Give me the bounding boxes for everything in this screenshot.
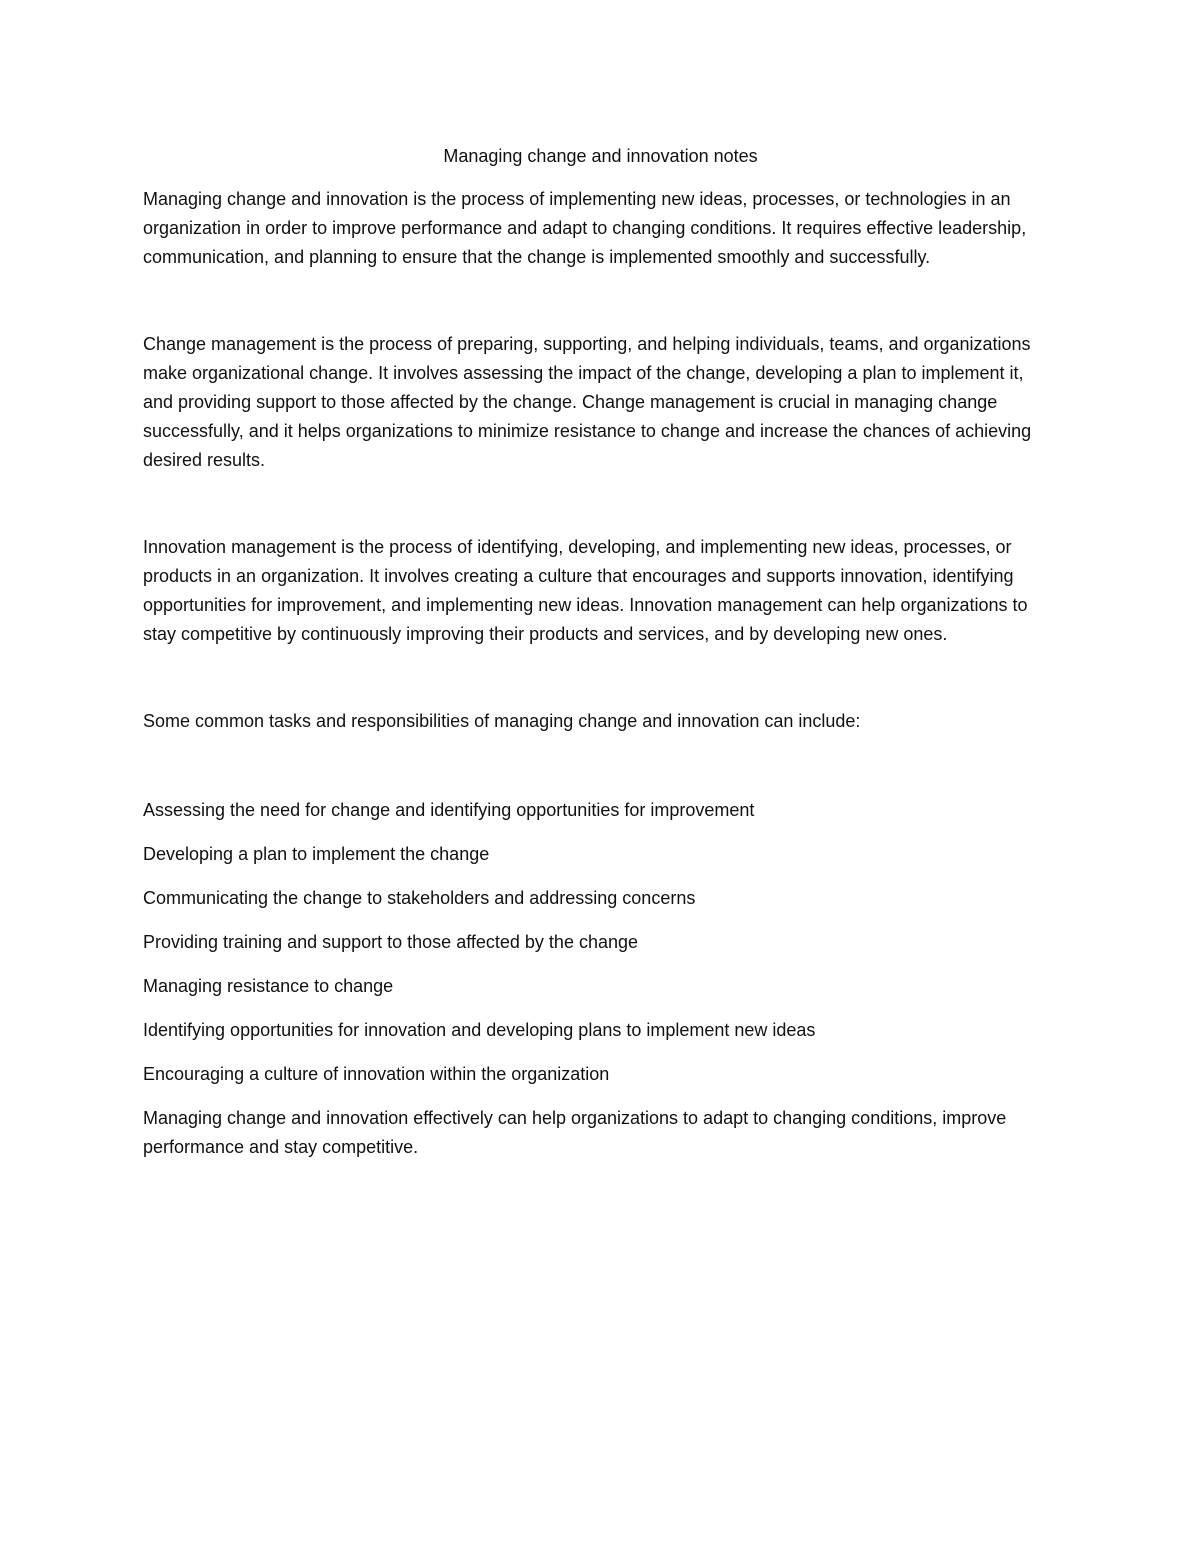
intro-paragraph: Managing change and innovation is the process of implementing new ideas, processes, or technologies in an organization in order to improve performance and adapt to changing conditions. It requires effective leadership, communication, and planning to ensure that the change is implemented smoothly and successfully. <box>143 189 1027 267</box>
task-item: Identifying opportunities for innovation and developing plans to implement new ideas <box>143 1020 816 1040</box>
document-title: Managing change and innovation notes <box>443 146 758 166</box>
task-item: Communicating the change to stakeholders and addressing concerns <box>143 888 696 908</box>
task-item: Managing resistance to change <box>143 976 394 996</box>
task-item: Providing training and support to those affected by the change <box>143 932 639 952</box>
task-list <box>143 796 1058 1089</box>
task-item: Assessing the need for change and identifying opportunities for improvement <box>143 800 755 820</box>
tasks-intro-paragraph: Some common tasks and responsibilities of managing change and innovation can include: <box>143 711 861 731</box>
task-item: Developing a plan to implement the change <box>143 844 490 864</box>
change-management-paragraph: Change management is the process of preparing, supporting, and helping individuals, teams, and organizations make organizational change. It involves assessing the impact of the change, developing a plan to implement it, and providing support to those affected by the change. Change management is crucial in managing change successfully, and it helps organizations to minimize resistance to change and increase the chances of achieving desired results. <box>143 334 1032 470</box>
task-item: Encouraging a culture of innovation within the organization <box>143 1064 610 1084</box>
innovation-management-paragraph: Innovation management is the process of identifying, developing, and implementing new ideas, processes, or products in an organization. It involves creating a culture that encourages and supports innovation, identifying opportunities for improvement, and implementing new ideas. Innovation management can help organizations to stay competitive by continuously improving their products and services, and by developing new ones. <box>143 537 1028 644</box>
conclusion-paragraph: Managing change and innovation effectively can help organizations to adapt to changing conditions, improve performance and stay competitive. <box>143 1108 1007 1157</box>
document-content <box>143 142 1058 1162</box>
